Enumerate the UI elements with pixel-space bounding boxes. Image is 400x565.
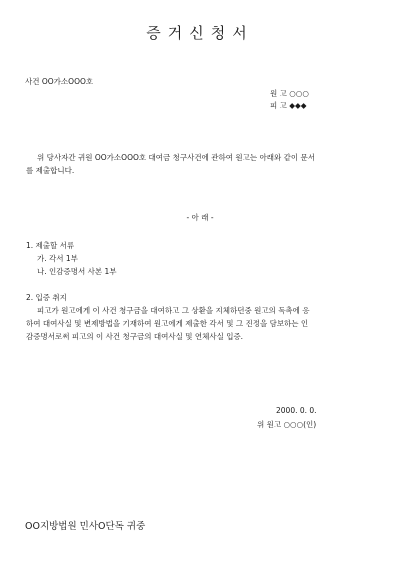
section1-item-2: 나. 인감증명서 사본 1부 bbox=[37, 267, 117, 276]
date-line: 2000. 0. 0. bbox=[276, 406, 317, 415]
section2-line-1: 피고가 원고에게 이 사건 청구금을 대여하고 그 상환을 지체하던중 원고의 독촉에 응 bbox=[37, 306, 310, 315]
below-marker: - 아 래 - bbox=[186, 213, 214, 222]
section1-heading: 1. 제출할 서류 bbox=[26, 241, 75, 250]
intro-line-1: 위 당사자간 귀원 OO가소OOO호 대여금 청구사건에 관하여 원고는 아래와 같이 문서 bbox=[37, 153, 315, 162]
plaintiff-line: 원 고 ○○○ bbox=[270, 89, 309, 98]
section2-line-2: 하여 대여사실 및 변제방법을 기재하여 원고에게 제출한 각서 및 그 진정을 담보하는 인 bbox=[26, 319, 309, 328]
case-number: 사건 OO가소OOO호 bbox=[25, 77, 94, 86]
document-title: 증거신청서 bbox=[146, 24, 254, 42]
intro-line-2: 를 제출합니다. bbox=[26, 166, 75, 175]
section2-line-3: 감증명서로써 피고의 이 사건 청구금의 대여사실 및 연체사실 입증. bbox=[26, 332, 244, 341]
section1-item-1: 가. 각서 1부 bbox=[37, 254, 78, 263]
defendant-line: 피 고 ◆◆◆ bbox=[270, 101, 307, 110]
section2-heading: 2. 입증 취지 bbox=[26, 293, 67, 302]
signature-line: 위 원고 ○○○(인) bbox=[257, 420, 317, 429]
court-addressee: OO지방법원 민사O단독 귀중 bbox=[25, 521, 146, 532]
